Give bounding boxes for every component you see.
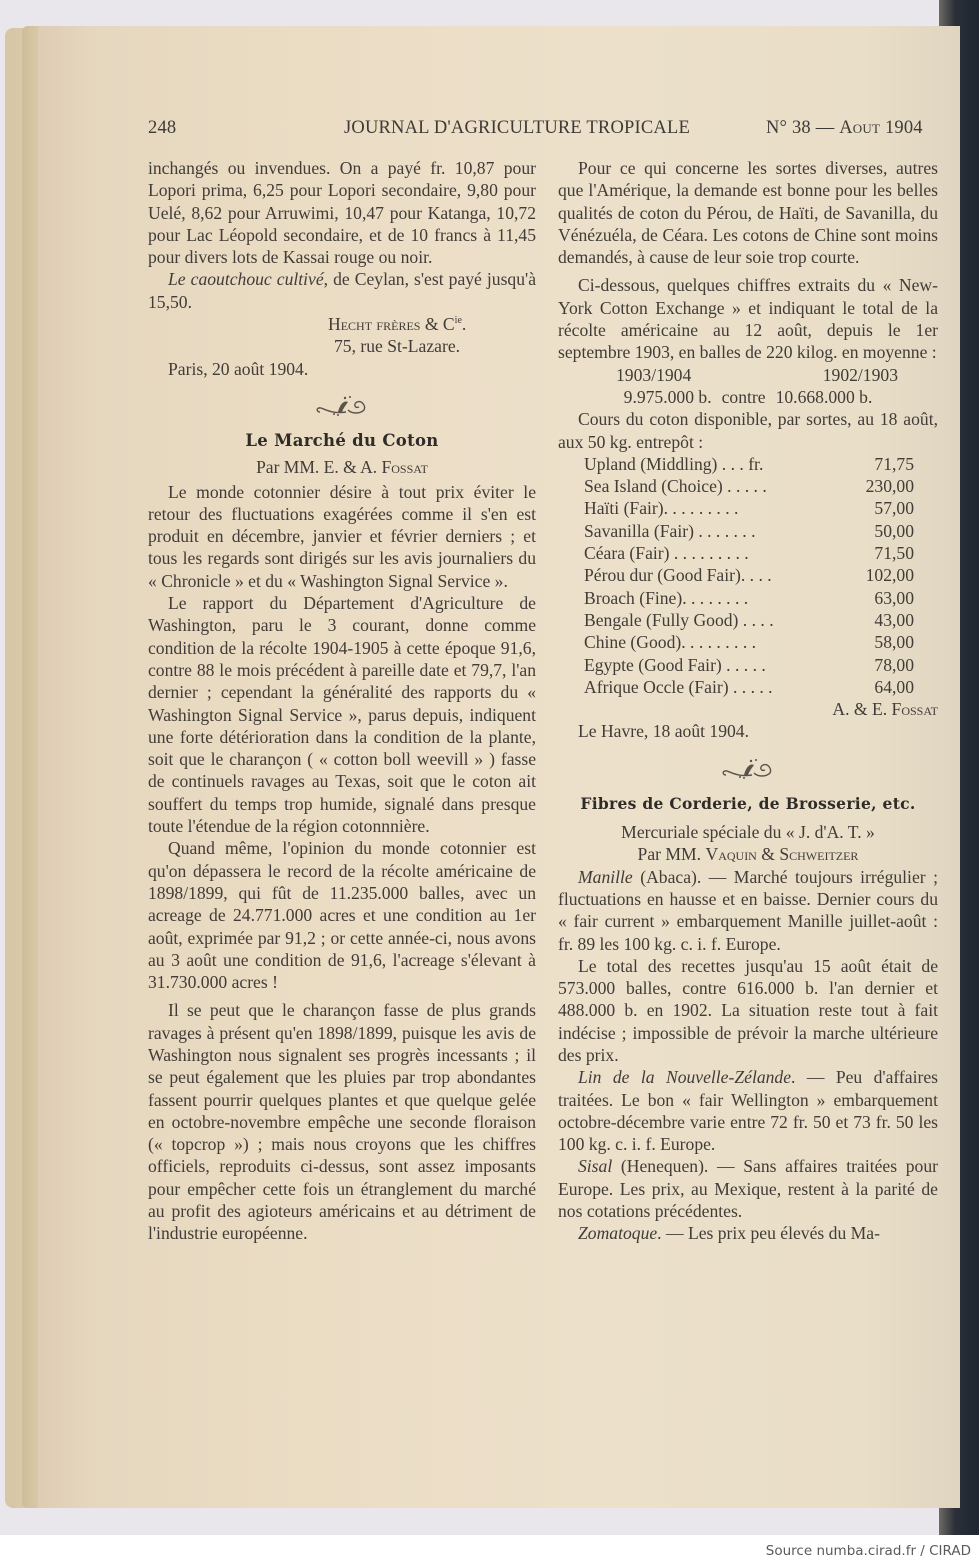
issue-year: 1904: [880, 118, 923, 138]
section-byline: [558, 843, 938, 865]
cotton-dateline: Le Havre, 18 août 1904.: [578, 721, 749, 742]
price-label: Céara (Fair) . . . . . . . . .: [584, 543, 749, 564]
cotton-signature: [558, 698, 938, 720]
price-label: Upland (Middling) . . . fr.: [584, 453, 764, 474]
section-byline-prefix: Par MM.: [637, 844, 706, 865]
price-label: Broach (Fine). . . . . . . .: [584, 587, 749, 608]
fibre-entry: [558, 1066, 938, 1155]
fleuron-ornament-icon: [312, 392, 372, 420]
prices-intro: Cours du coton disponible, par sortes, au 18 août, aux 50 kg. entrepôt :: [558, 409, 938, 452]
left-column: [148, 157, 536, 1245]
price-row: [584, 676, 914, 698]
ceylan-paragraph: [148, 268, 536, 313]
harvest-year-a: 1903/1904: [616, 364, 692, 385]
signature-firm: Hecht frères & C: [328, 314, 455, 335]
fibre-text: . — Peu d'affaires traitées. Le bon « fair Wellington » embarquement octobre-décembre varie entre 72 fr. 50 et 73 fr. 50 les 100 kg. c. i. f. Europe.: [558, 1067, 938, 1155]
byline-author: Fossat: [381, 457, 428, 478]
price-value: 43,00: [874, 609, 914, 630]
harvest-contre: contre: [721, 386, 766, 407]
article-paragraph: Le rapport du Département d'Agriculture de Washington, paru le 3 courant, donne comme condition de la récolte 1904-1905 à cette époque 91,6, contre 88 le mois précédent à pareille date et 79,7, l'an dernier ; cependant la généralité des rapports du « Washington Signal Service », parus depuis, indiquent une forte détérioration dans la condition de la plante, soit que le charançon ( « cotton boll weevill » ) fasse de continuels ravages au Texas, soit que le coton ait souffert du temps trop humide, signalé dans presque toute l'étendue de la région cotonnnière.: [148, 593, 536, 837]
body-paragraph: Pour ce qui concerne les sortes diverses, autres que l'Amérique, la demande est bonne pour les belles qualités de coton du Pérou, de Haïti, de Savanilla, du Vénézuéla, de Céara. Les cotons de Chine sont moins demandés, à cause de leur soie trop courte.: [558, 158, 938, 268]
price-row: [584, 497, 914, 519]
price-value: 78,00: [874, 654, 914, 675]
price-row: [584, 453, 914, 475]
fibre-name: Sisal: [578, 1156, 613, 1177]
price-label: Pérou dur (Good Fair). . . .: [584, 565, 772, 586]
section-byline-authors: Vaquin & Schweitzer: [705, 844, 859, 865]
body-paragraph: Ci-dessous, quelques chiffres extraits du « New-York Cotton Exchange » et indiquant le total de la récolte américaine au 12 août, depuis le 1er septembre 1903, en balles de 220 kilog. en moyenne :: [558, 275, 938, 363]
continued-paragraph: inchangés ou invendues. On a payé fr. 10,87 pour Lopori prima, 6,25 pour Lopori secondaire, 9,80 pour Uelé, 8,62 pour Arruwimi, 10,47 pour Katanga, 10,72 pour Lac Léopold secondaire, et de 10 francs à 11,45 pour divers lots de Kassai rouge ou noir.: [148, 158, 536, 268]
price-row: [584, 609, 914, 631]
price-value: 63,00: [874, 587, 914, 608]
fibre-text: . — Les prix peu élevés du Ma-: [657, 1223, 880, 1244]
page-gutter: [22, 26, 38, 1508]
section-title: Fibres de Corderie, de Brosserie, etc.: [580, 793, 916, 813]
fleuron-ornament-icon: [718, 755, 778, 783]
fibre-text: (Abaca). — Marché toujours irrégulier ; fluctuations en hausse et en baisse. Dernier cours du « fair current » embarquement Manille juillet-août : fr. 89 les 100 kg. c. i. f. Europe.: [558, 866, 938, 954]
price-value: 71,75: [874, 453, 914, 474]
ceylan-text: , de Ceylan, s'est payé jusqu'à 15,50.: [148, 269, 537, 312]
harvest-value-a: 9.975.000 b.: [623, 386, 712, 407]
price-label: Haïti (Fair). . . . . . . . .: [584, 498, 739, 519]
harvest-year-b: 1902/1903: [822, 364, 898, 385]
issue-month: Aout: [839, 118, 881, 138]
price-value: 64,00: [874, 676, 914, 697]
right-column: [558, 157, 938, 1245]
article-paragraph: Il se peut que le charançon fasse de plus grands ravages à présent qu'en 1898/1899, puisque les avis de Washington nous signalent ses progrès incessants ; il se peut également que les pluies par trop abondantes fassent pourrir quelques plantes et que quelque gelée en octobre-novembre empêche une seconde floraison (« topcrop ») ; mais nous croyons que les chiffres officiels, reproduits ci-dessus, sont assez imposants pour empêcher cette fois un étranglement du marché au profit des agioteurs américains et au détriment de l'industrie européenne.: [148, 1000, 536, 1244]
price-label: Afrique Occle (Fair) . . . . .: [584, 676, 773, 697]
running-head: [148, 118, 948, 142]
price-label: Sea Island (Choice) . . . . .: [584, 476, 767, 497]
price-row: [584, 475, 914, 497]
price-row: [584, 654, 914, 676]
signature-sup: ie: [454, 315, 462, 327]
harvest-years-row: [558, 364, 938, 386]
price-label: Savanilla (Fair) . . . . . . .: [584, 520, 756, 541]
page-number: 248: [148, 118, 177, 138]
signature-initials: A. & E.: [832, 699, 892, 720]
article-title: Le Marché du Coton: [245, 430, 439, 450]
issue-number: N° 38 —: [766, 118, 840, 138]
article-paragraph: Quand même, l'opinion du monde cotonnier est qu'on dépassera le record de la récolte américaine de 1898/1899, qui fût de 11.235.000 balles, avec un acreage de 24.771.000 acres et une condition au 1er août, exprimée par 91,2 ; or cette année-ci, nous avons au 3 août une condition de 91,6, l'acreage s'élevant à 31.730.000 acres !: [148, 838, 536, 993]
price-row: [584, 631, 914, 653]
fibre-entry: [558, 1222, 938, 1244]
price-label: Egypte (Good Fair) . . . . .: [584, 654, 766, 675]
journal-title: JOURNAL D'AGRICULTURE TROPICALE: [344, 118, 690, 138]
fibre-entry: [558, 1155, 938, 1222]
fibre-entry: [558, 955, 938, 1066]
price-value: 50,00: [874, 520, 914, 541]
signature-end: .: [461, 314, 467, 335]
price-row: [584, 564, 914, 586]
price-value: 230,00: [865, 476, 914, 497]
fibre-name: Zomatoque: [578, 1223, 658, 1244]
fibre-name: Manille: [578, 866, 633, 887]
signature-address: 75, rue St-Lazare.: [334, 336, 461, 357]
source-attribution: Source numba.cirad.fr / CIRAD: [765, 1543, 971, 1559]
price-value: 71,50: [874, 543, 914, 564]
price-row: [584, 587, 914, 609]
price-row: [584, 542, 914, 564]
article-paragraph: Le monde cotonnier désire à tout prix éviter le retour des fluctuations exagérées comme il s'en est produit en décembre, janvier et février derniers ; et tous les regards sont dirigés sur les avis journaliers du « Chronicle » et du « Washington Signal Service ».: [148, 481, 536, 591]
ceylan-italic: Le caoutchouc cultivé: [168, 269, 324, 290]
fibre-text: Le total des recettes jusqu'au 15 août était de 573.000 balles, contre 616.000 b. l'an dernier et 488.000 b. en 1902. La situation reste tout à fait indécise ; impossible de prévoir la marche ultérieure des prix.: [558, 955, 938, 1065]
fibre-text: (Henequen). — Sans affaires traitées pour Europe. Les prix, au Mexique, restent à la parité de nos cotations précédentes.: [558, 1156, 938, 1222]
signature-surname: Fossat: [891, 699, 938, 720]
cotton-price-table: [584, 453, 914, 698]
fibre-name: Lin de la Nouvelle-Zélande: [578, 1067, 792, 1088]
price-label: Bengale (Fully Good) . . . .: [584, 609, 774, 630]
price-value: 58,00: [874, 632, 914, 653]
signature-name: [148, 313, 536, 335]
price-label: Chine (Good). . . . . . . . .: [584, 632, 757, 653]
section-subtitle: Mercuriale spéciale du « J. d'A. T. »: [621, 822, 875, 843]
harvest-values-row: [558, 386, 938, 408]
harvest-value-b: 10.668.000 b.: [775, 386, 873, 407]
price-row: [584, 520, 914, 542]
fibre-entries: [558, 866, 938, 1245]
byline-prefix: Par MM. E. & A.: [256, 457, 382, 478]
dateline: Paris, 20 août 1904.: [168, 358, 309, 379]
fibre-entry: [558, 866, 938, 955]
issue-label: [766, 118, 923, 139]
article-byline: [148, 456, 536, 478]
price-value: 57,00: [874, 498, 914, 519]
price-value: 102,00: [865, 565, 914, 586]
